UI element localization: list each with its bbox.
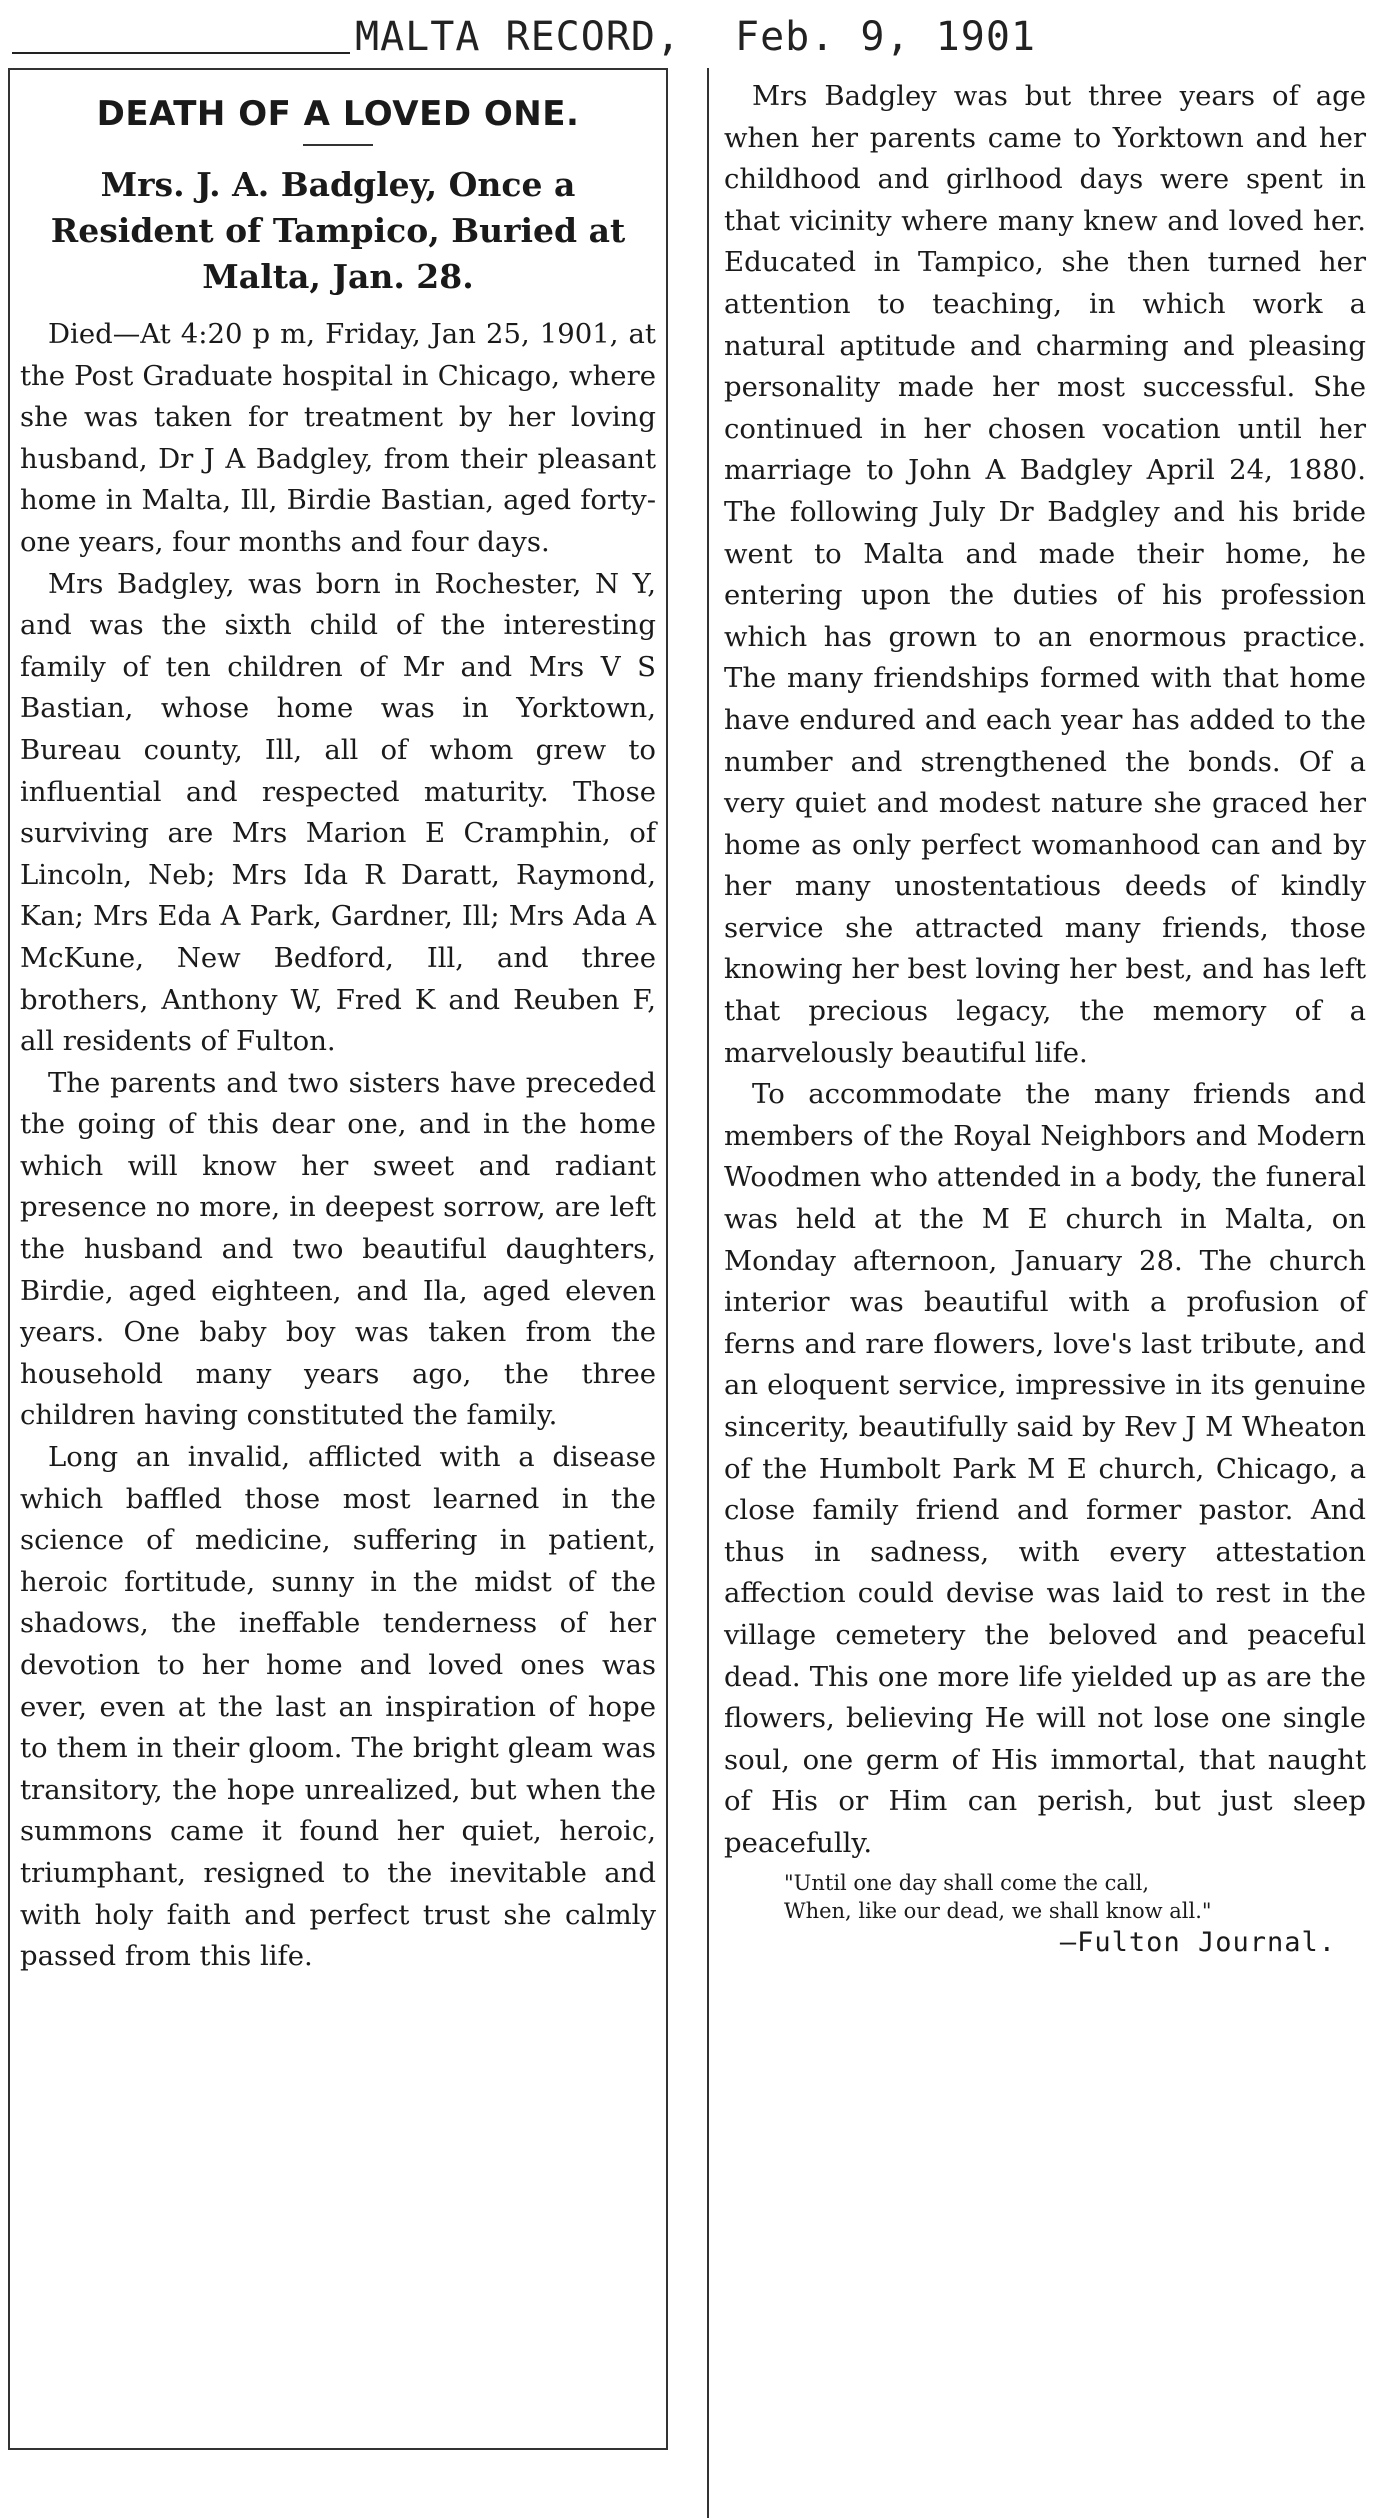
paragraph-death-notice: Died—At 4:20 p m, Friday, Jan 25, 1901, at the Post Graduate hospital in Chicago, where she was taken for treatment by her loving husband, Dr J A Badgley, from their pleasant home in Malta, Ill, Birdie Bastian, aged forty-one years, four months and four days. — [20, 318, 656, 558]
newspaper-name: MALTA RECORD, — [355, 14, 682, 60]
clipping-header — [0, 0, 1382, 70]
column-divider — [707, 68, 709, 2518]
verse-line: "Until one day shall come the call, — [784, 1870, 1150, 1895]
right-column — [720, 76, 1370, 2516]
verse-line: When, like our dead, we shall know all." — [784, 1898, 1212, 1923]
paragraph-survivors: The parents and two sisters have preceded the going of this dear one, and in the home which will know her sweet and radiant presence no more, in deepest sorrow, are left the husband and two beautiful daughters, Birdie, aged eighteen, and Ila, aged eleven years. One baby boy was taken from the household many years ago, the three children having constituted the family. — [20, 1066, 656, 1432]
paragraph-family: Mrs Badgley, was born in Rochester, N Y, and was the sixth child of the interesting family of ten children of Mr and Mrs V S Bastian, whose home was in Yorktown, Bureau county, Ill, all of whom grew to influential and respected maturity. Those surviving are Mrs Marion E Cramphin, of Lincoln, Neb; Mrs Ida R Daratt, Raymond, Kan; Mrs Eda A Park, Gardner, Ill; Mrs Ada A McKune, New Bedford, Ill, and three brothers, Anthony W, Fred K and Reuben F, all residents of Fulton. — [20, 567, 656, 1058]
closing-verse — [784, 1869, 1366, 1925]
article-headline: DEATH OF A LOVED ONE. — [96, 94, 580, 134]
header-rule — [12, 52, 350, 54]
paragraph-funeral: To accommodate the many friends and members of the Royal Neighbors and Modern Woodmen who attended in a body, the funeral was held at the M E church in Malta, on Monday afternoon, January 28. The church interior was beautiful with a profusion of ferns and rare flowers, love's last tribute, and an eloquent service, impressive in its genuine sincerity, beautifully said by Rev J M Wheaton of the Humbolt Park M E church, Chicago, a close family friend and former pastor. And thus in sadness, with every attestation affection could devise was laid to rest in the village cemetery the beloved and peaceful dead. This one more life yielded up as are the flowers, believing He will not lose one single soul, one germ of His immortal, that naught of His or Him can perish, but just sleep peacefully. — [724, 1078, 1366, 1859]
source-attribution: —Fulton Journal. — [1059, 1926, 1336, 1958]
paragraph-illness: Long an invalid, afflicted with a disease which baffled those most learned in the science of medicine, suffering in patient, heroic fortitude, sunny in the midst of the shadows, the ineffable tenderness of her devotion to her home and loved ones was ever, even at the last an inspiration of hope to them in their gloom. The bright gleam was transitory, the hope unrealized, but when the summons came it found her quiet, heroic, triumphant, resigned to the inevitable and with holy faith and perfect trust she calmly passed from this life. — [20, 1441, 656, 1973]
headline-divider — [303, 144, 373, 146]
paragraph-biography: Mrs Badgley was but three years of age when her parents came to Yorktown and her childhood and girlhood days were spent in that vicinity where many knew and loved her. Educated in Tampico, she then turned her attention to teaching, in which work a natural aptitude and charming and pleasing personality made her most successful. She continued in her chosen vocation until her marriage to John A Badgley April 24, 1880. The following July Dr Badgley and his bride went to Malta and made their home, he entering upon the duties of his profession which has grown to an enormous practice. The many friendships formed with that home have endured and each year has added to the number and strengthened the bonds. Of a very quiet and modest nature she graced her home as only perfect womanhood can and by her many unostentatious deeds of kindly service she attracted many friends, those knowing her best loving her best, and has left that precious legacy, the memory of a marvelously beautiful life. — [724, 80, 1366, 1069]
publication-date: Feb. 9, 1901 — [735, 14, 1036, 60]
left-column — [8, 68, 668, 2450]
article-subheadline: Mrs. J. A. Badgley, Once a Resident of Tampico, Buried at Malta, Jan. 28. — [50, 165, 626, 296]
